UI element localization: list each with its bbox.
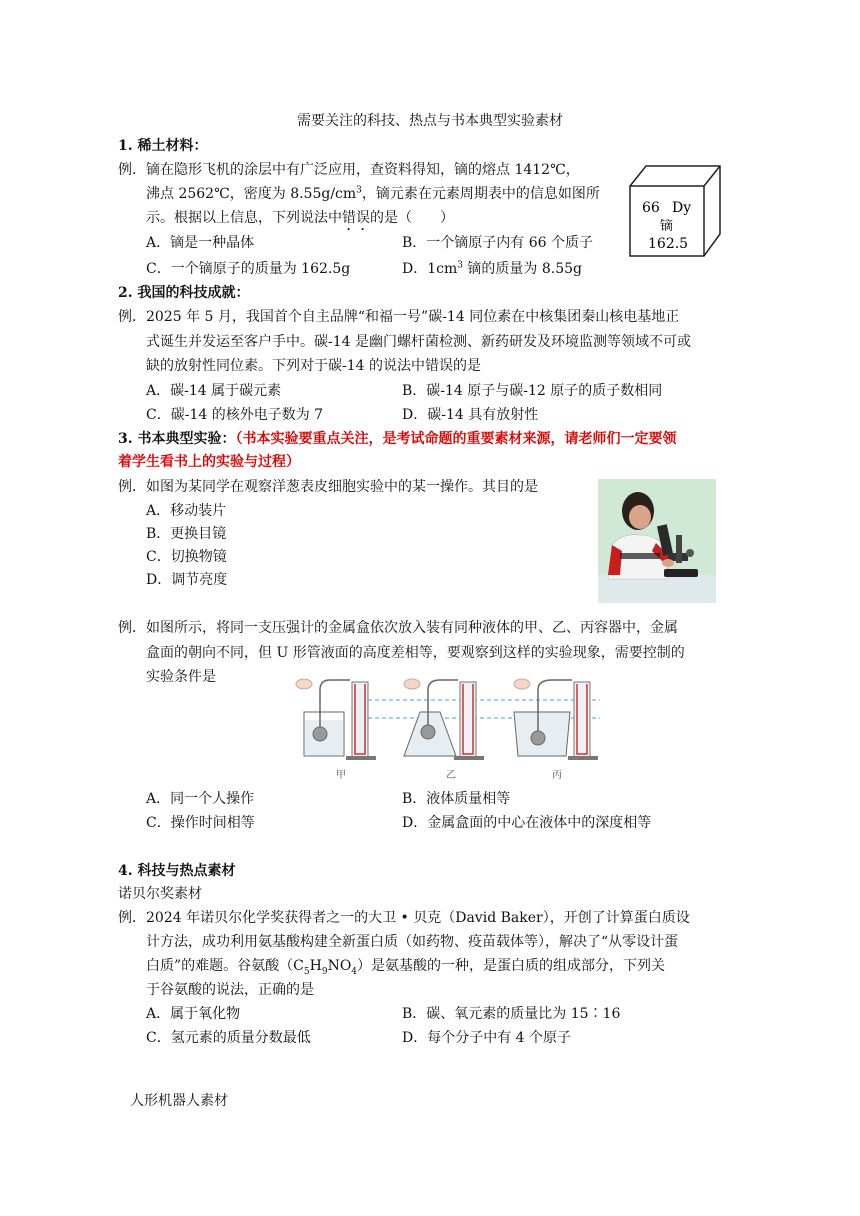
s1-question-line-3: 示。根据以上信息，下列说法中错误的是（ ） — [146, 210, 454, 226]
s1-question-line-1: 例．镝在隐形飞机的涂层中有广泛应用，查资料得知，镝的熔点 1412℃， — [118, 162, 580, 178]
s2-option-d: D．碳-14 具有放射性 — [402, 407, 539, 423]
s3-q2-line-3: 实验条件是 — [146, 669, 216, 685]
s4-subheading-robot: 人形机器人素材 — [130, 1093, 228, 1109]
cube-atomic-number: 66 — [642, 200, 660, 216]
s3-q2-option-a: A．同一个人操作 — [146, 791, 255, 807]
s4-question-line-3: 白质”的难题。谷氨酸$(C_5H_9NO_4)$是氨基酸的一种，是蛋白质的组成部分，下列关 — [146, 958, 666, 977]
s3-q2-option-b: B．液体质量相等 — [402, 791, 511, 807]
microscope-photo — [598, 479, 716, 603]
s2-question-line-2: 式诞生并发运至客户手中。碳-14 是幽门螺杆菌检测、新药研发及环境监测等领域不可或 — [146, 334, 691, 350]
s2-question-line-3: 缺的放射性同位素。下列对于碳-14 的说法中错误的是 — [146, 358, 481, 374]
s1-option-a: A．镝是一种晶体 — [146, 235, 255, 251]
cube-element-name: 镝 — [660, 219, 674, 234]
s3-q1-option-c: C．切换物镜 — [146, 549, 227, 565]
s3-q2-option-d: D．金属盒面的中心在液体中的深度相等 — [402, 815, 652, 831]
label-jia: 甲 — [336, 770, 346, 781]
section-3-note-line-2: 着学生看书上的实验与过程） — [118, 454, 300, 470]
s1-option-b: B．一个镝原子内有 66 个质子 — [402, 235, 594, 251]
pressure-gauge-figure — [290, 670, 610, 786]
apparatus-yi — [404, 679, 484, 760]
label-yi: 乙 — [446, 770, 456, 781]
s1-option-d: D．$1cm^3$ 镝的质量为 8.55g — [402, 260, 583, 277]
label-bing: 丙 — [552, 770, 562, 781]
s3-q1-option-d: D．调节亮度 — [146, 572, 228, 588]
s3-q2-option-c: C．操作时间相等 — [146, 815, 255, 831]
s4-option-a: A．属于氧化物 — [146, 1006, 241, 1022]
cube-symbol: Dy — [672, 200, 692, 216]
section-4-heading: 4. 科技与热点素材 — [118, 863, 236, 879]
section-2-heading: 2. 我国的科技成就： — [118, 285, 250, 301]
s4-option-c: C．氢元素的质量分数最低 — [146, 1030, 311, 1046]
s4-question-line-4: 于谷氨酸的说法，正确的是 — [146, 982, 314, 998]
s3-q1-option-b: B．更换目镜 — [146, 526, 227, 542]
s3-q1-option-a: A．移动装片 — [146, 503, 227, 519]
s4-option-d: D．每个分子中有 4 个原子 — [402, 1030, 572, 1046]
dysprosium-element-cube — [628, 164, 724, 262]
s4-subheading-nobel: 诺贝尔奖素材 — [118, 886, 202, 902]
s1-question-line-2: 沸点 2562℃，密度为 $8.55g/cm^3$，镝元素在元素周期表中的信息如图所 — [146, 185, 600, 202]
cube-atomic-mass: 162.5 — [648, 236, 689, 252]
section-1-heading: 1. 稀土材料： — [118, 138, 208, 154]
s3-q1-text: 例．如图为某同学在观察洋葱表皮细胞实验中的某一操作。其目的是 — [118, 479, 538, 495]
s2-option-b: B．碳-14 原子与碳-12 原子的质子数相同 — [402, 383, 663, 399]
s2-option-a: A．碳-14 属于碳元素 — [146, 383, 282, 399]
apparatus-jia — [296, 679, 376, 760]
s3-q2-line-1: 例．如图所示，将同一支压强计的金属盒依次放入装有同种液体的甲、乙、丙容器中，金属 — [118, 620, 678, 636]
page-title: 需要关注的科技、热点与书本典型实验素材 — [297, 113, 563, 129]
s3-q2-line-2: 盒面的朝向不同，但 U 形管液面的高度差相等，要观察到这样的实验现象，需要控制的 — [146, 645, 685, 661]
s2-option-c: C．碳-14 的核外电子数为 7 — [146, 407, 324, 423]
s4-question-line-2: 计方法，成功利用氨基酸构建全新蛋白质（如药物、疫苗载体等），解决了“从零设计蛋 — [146, 934, 679, 950]
apparatus-bing — [514, 679, 598, 760]
s2-question-line-1: 例．2025 年 5 月，我国首个自主品牌“和福一号”碳-14 同位素在中核集团秦山核电基地正 — [118, 309, 680, 325]
section-3-heading-line-1: 3. 书本典型实验：（书本实验要重点关注，是考试命题的重要素材来源，请老师们一定要领 — [118, 431, 677, 447]
s1-option-c: C．一个镝原子的质量为 162.5g — [146, 261, 351, 277]
s4-option-b: B．碳、氧元素的质量比为 15∶16 — [402, 1006, 621, 1022]
s4-question-line-1: 例．2024 年诺贝尔化学奖获得者之一的大卫 • 贝克（David Baker），开创了计算蛋白质设 — [118, 910, 690, 926]
